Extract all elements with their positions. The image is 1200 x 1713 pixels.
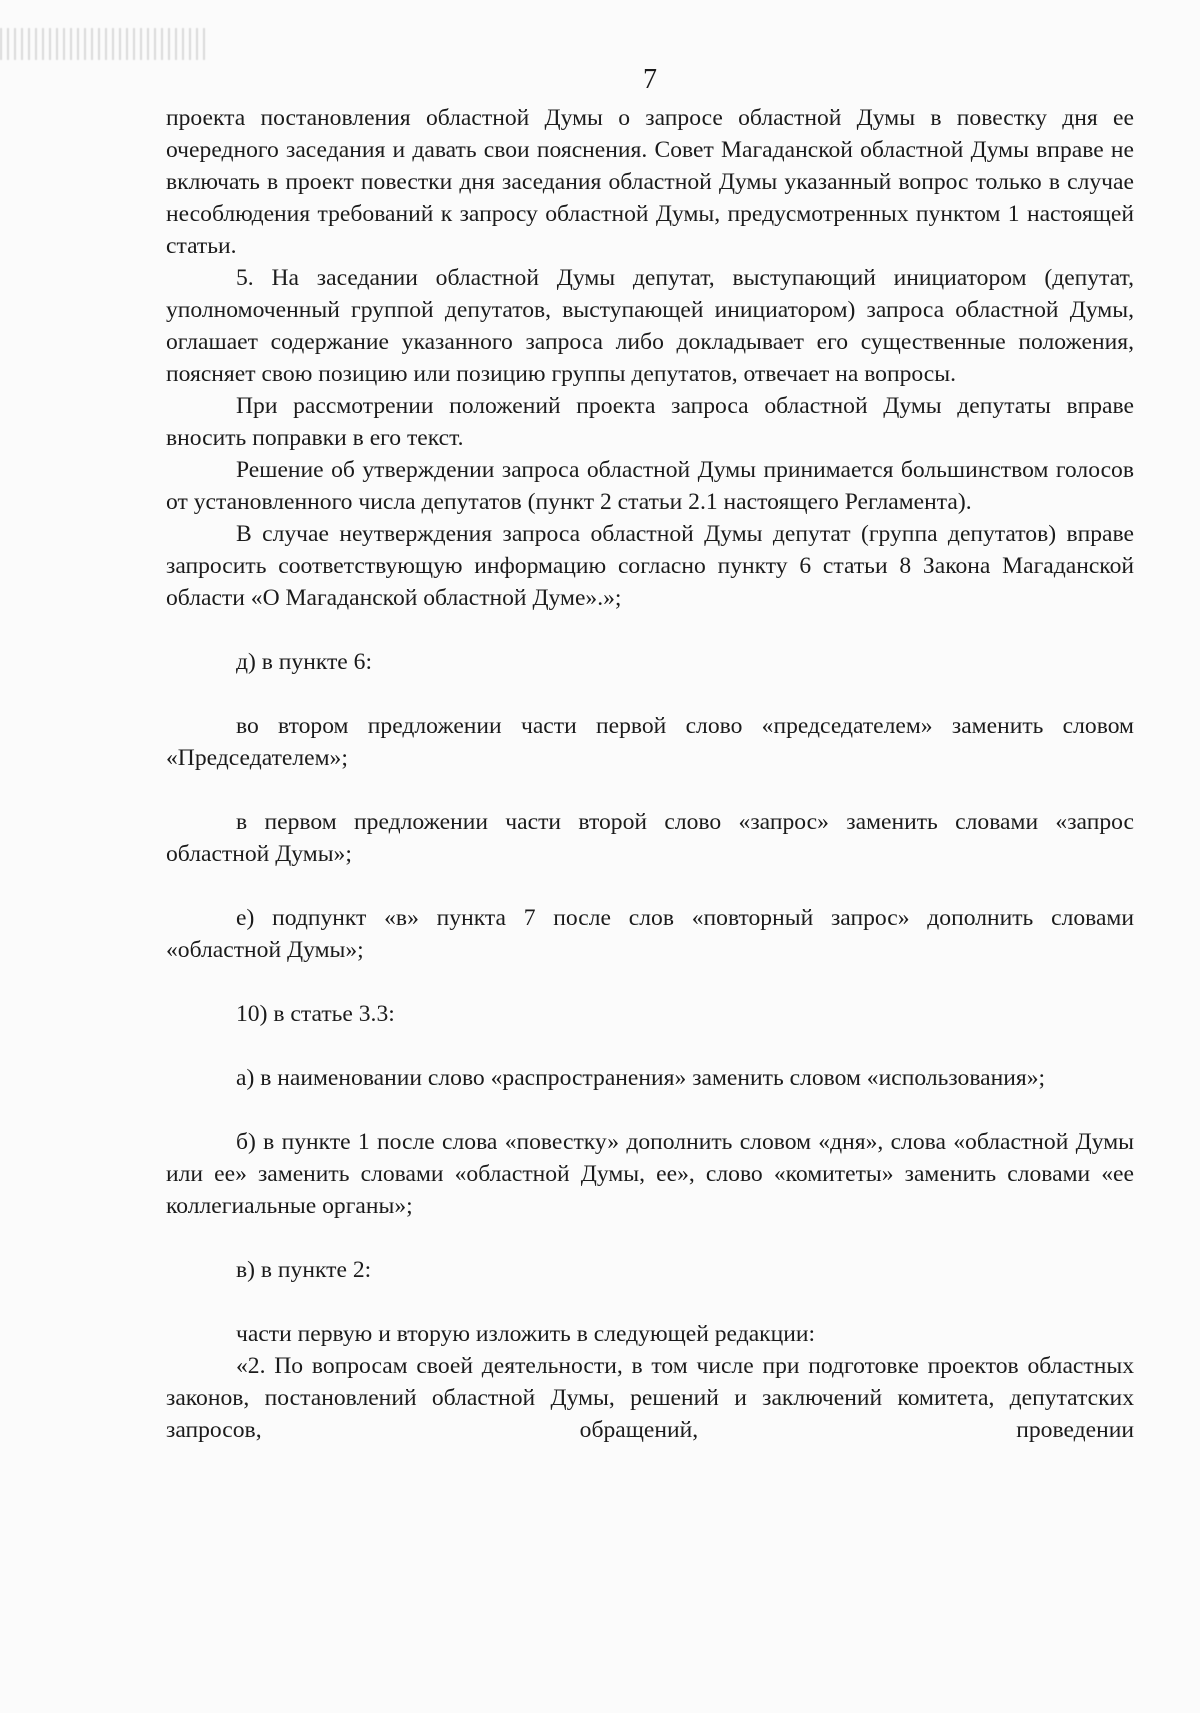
page-body (166, 102, 1134, 1446)
paragraph-item-5: 5. На заседании областной Думы депутат, выступающий инициатором (депутат, уполномоченный группой депутатов, выступающей инициатором) запроса областной Думы, оглашает содержание указанного запроса либо докладывает его существенные положения, поясняет свою позицию или позицию группы депутатов, отвечает на вопросы. (166, 265, 1134, 387)
paragraph-subitem-v: в) в пункте 2: (236, 1257, 372, 1283)
paragraph-continuation: проекта постановления областной Думы о запросе областной Думы в повестку дня ее очередного заседания и давать свои пояснения. Совет Магаданской областной Думы вправе не включать в проект повестки дня заседания областной Думы указанный вопрос только в случае несоблюдения требований к запросу областной Думы, предусмотренных пунктом 1 настоящей статьи. (166, 105, 1134, 259)
paragraph-subitem-a: а) в наименовании слово «распространения» заменить словом «использования»; (236, 1065, 1046, 1091)
paragraph-subitem-e: е) подпункт «в» пункта 7 после слов «повторный запрос» дополнить словами «областной Думы»; (166, 905, 1134, 963)
paragraph-article-3-3: 10) в статье 3.3: (236, 1001, 395, 1027)
paragraph-subitem-d: д) в пункте 6: (236, 649, 373, 675)
paragraph-first-sentence: в первом предложении части второй слово «запрос» заменить словами «запрос областной Думы»; (166, 809, 1134, 867)
scan-artifact (0, 28, 210, 60)
paragraph-subitem-b: б) в пункте 1 после слова «повестку» дополнить словом «дня», слова «областной Думы или ее» заменить словами «областной Думы, ее», слово «комитеты» заменить словами «ее коллегиальные органы»; (166, 1129, 1134, 1219)
paragraph-non-approval: В случае неутверждения запроса областной Думы депутат (группа депутатов) вправе запросить соответствующую информацию согласно пункту 6 статьи 8 Закона Магаданской области «О Магаданской областной Думе».»; (166, 521, 1134, 611)
paragraph-parts-edit: части первую и вторую изложить в следующей редакции: (236, 1321, 816, 1347)
paragraph-decision: Решение об утверждении запроса областной Думы принимается большинством голосов от установленного числа депутатов (пункт 2 статьи 2.1 настоящего Регламента). (166, 457, 1134, 515)
paragraph-amendments: При рассмотрении положений проекта запроса областной Думы депутаты вправе вносить поправки в его текст. (166, 393, 1134, 451)
paragraph-new-item-2: «2. По вопросам своей деятельности, в том числе при подготовке проектов областных законов, постановлений областной Думы, решений и заключений комитета, депутатских запросов, обращений, проведении (166, 1353, 1134, 1443)
paragraph-second-sentence: во втором предложении части первой слово «председателем» заменить словом «Председателем»; (166, 713, 1134, 771)
page-number: 7 (643, 64, 657, 95)
